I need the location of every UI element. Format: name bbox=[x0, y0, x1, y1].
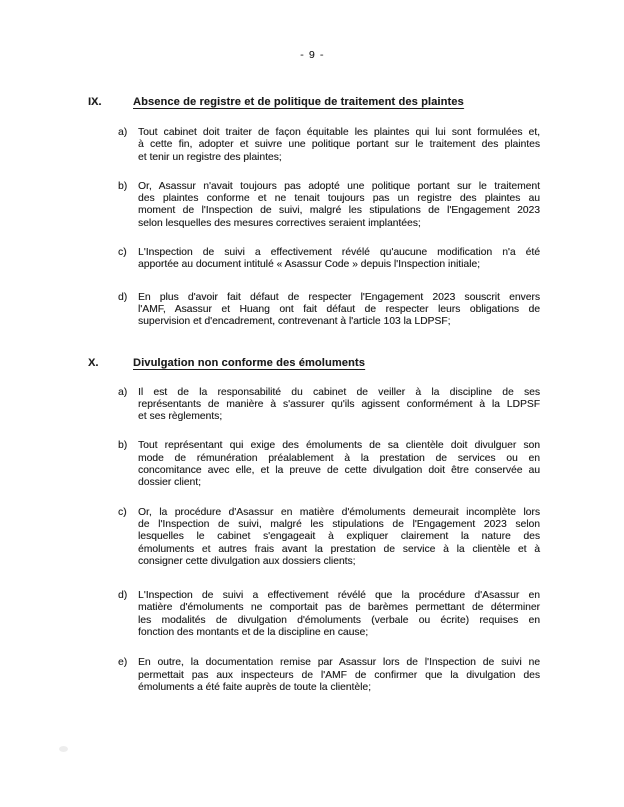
text-line: émoluments a été faite auprès de toute la clientèle; bbox=[138, 681, 371, 693]
text-line: L'Inspection de suivi a effectivement révélé qu'aucune modification n'a été bbox=[138, 247, 540, 259]
section-header bbox=[88, 96, 548, 109]
text-line: fonction des montants et de la discipline en cause; bbox=[138, 627, 369, 639]
scan-smudge bbox=[59, 746, 68, 752]
text-line: représentants de manière à s'assurer qu'ils agissent conformément à la LDPSF bbox=[138, 398, 540, 410]
text-line: émoluments et autres frais avant la prestation de service à la clientèle et à bbox=[138, 543, 540, 555]
text-line: dossier client; bbox=[138, 477, 201, 489]
text-line: des plaintes conforme et ne tenait toujours pas un registre des plaintes au bbox=[138, 193, 540, 205]
item-letter: a) bbox=[118, 386, 128, 398]
section bbox=[88, 96, 548, 329]
item-text bbox=[138, 127, 540, 164]
page-number: - 9 - bbox=[300, 49, 324, 61]
item-letter: e) bbox=[118, 657, 128, 669]
text-line: permettait pas aux inspecteurs de l'AMF de confirmer que la divulgation des bbox=[138, 669, 540, 681]
text-line: apportée au document intitulé « Asassur Code » depuis l'Inspection initiale; bbox=[138, 259, 480, 271]
item-letter: a) bbox=[118, 127, 128, 138]
item-letter: b) bbox=[118, 440, 128, 452]
list-item bbox=[118, 507, 548, 568]
section-items bbox=[88, 387, 548, 695]
section-number: IX. bbox=[88, 96, 102, 108]
text-line: l'AMF, Asassur et Huang ont fait défaut de respecter leurs obligations de bbox=[138, 303, 540, 315]
section-items bbox=[88, 127, 548, 329]
item-letter: b) bbox=[118, 180, 128, 192]
text-line: moment de l'Inspection de suivi, malgré les stipulations de l'Engagement 2023 bbox=[138, 205, 540, 217]
text-line: L'Inspection de suivi a effectivement révélé que la procédure d'Asassur en bbox=[138, 590, 540, 602]
item-letter: c) bbox=[118, 506, 127, 518]
list-item bbox=[118, 181, 548, 230]
item-text bbox=[138, 247, 540, 272]
text-line: selon lesquelles des mesures correctives seraient implantées; bbox=[138, 217, 421, 229]
list-item bbox=[118, 292, 548, 329]
item-text bbox=[138, 292, 540, 329]
item-text bbox=[138, 590, 540, 639]
list-item bbox=[118, 387, 548, 424]
text-line: En plus d'avoir fait défaut de respecter l'Engagement 2023 souscrit envers bbox=[138, 291, 540, 303]
item-text bbox=[138, 507, 540, 568]
section bbox=[88, 357, 548, 695]
section-title: Divulgation non conforme des émoluments bbox=[133, 356, 365, 369]
text-line: Or, la procédure d'Asassur en matière d'émoluments demeurait incomplète lors bbox=[138, 506, 540, 518]
text-line: les modalités de divulgation d'émoluments (verbale ou écrite) requises en bbox=[138, 614, 540, 626]
section-title: Absence de registre et de politique de traitement des plaintes bbox=[133, 96, 464, 108]
text-line: matière d'émoluments ne comportait pas de barèmes permettant de déterminer bbox=[138, 602, 540, 614]
section-number: X. bbox=[88, 356, 99, 369]
text-line: mode de rémunération préalablement à la prestation de services ou en bbox=[138, 452, 540, 464]
text-line: Tout cabinet doit traiter de façon équitable les plaintes qui lui sont formulées et, bbox=[138, 127, 540, 138]
section-header bbox=[88, 357, 548, 370]
item-text bbox=[138, 387, 540, 424]
document-content bbox=[88, 96, 548, 694]
text-line: de l'Inspection de suivi, malgré les stipulations de l'Engagement 2023 selon bbox=[138, 518, 540, 530]
item-letter: c) bbox=[118, 247, 127, 259]
text-line: concomitance avec elle, et la preuve de cette divulgation doit être conservée au bbox=[138, 465, 540, 477]
text-line: Il est de la responsabilité du cabinet de veiller à la discipline de ses bbox=[138, 386, 540, 398]
item-letter: d) bbox=[118, 291, 128, 303]
text-line: et ses règlements; bbox=[138, 411, 223, 423]
text-line: En outre, la documentation remise par Asassur lors de l'Inspection de suivi ne bbox=[138, 657, 540, 669]
text-line: et tenir un registre des plaintes; bbox=[138, 151, 282, 163]
list-item bbox=[118, 657, 548, 694]
text-line: Tout représentant qui exige des émoluments de sa clientèle doit divulguer son bbox=[138, 440, 540, 452]
list-item bbox=[118, 247, 548, 272]
item-text bbox=[138, 181, 540, 230]
text-line: lesquelles le cabinet s'engageait à expliquer clairement la nature des bbox=[138, 531, 540, 543]
list-item bbox=[118, 127, 548, 164]
text-line: consigner cette divulgation aux dossiers clients; bbox=[138, 555, 356, 567]
text-line: supervision et d'encadrement, contrevenant à l'article 103 la LDPSF; bbox=[138, 316, 451, 328]
list-item bbox=[118, 440, 548, 489]
item-text bbox=[138, 440, 540, 489]
item-letter: d) bbox=[118, 590, 128, 602]
text-line: à cette fin, adopter et suivre une politique portant sur le traitement des plaintes bbox=[138, 139, 540, 151]
item-text bbox=[138, 657, 540, 694]
list-item bbox=[118, 590, 548, 639]
text-line: Or, Asassur n'avait toujours pas adopté une politique portant sur le traitement bbox=[138, 180, 540, 192]
